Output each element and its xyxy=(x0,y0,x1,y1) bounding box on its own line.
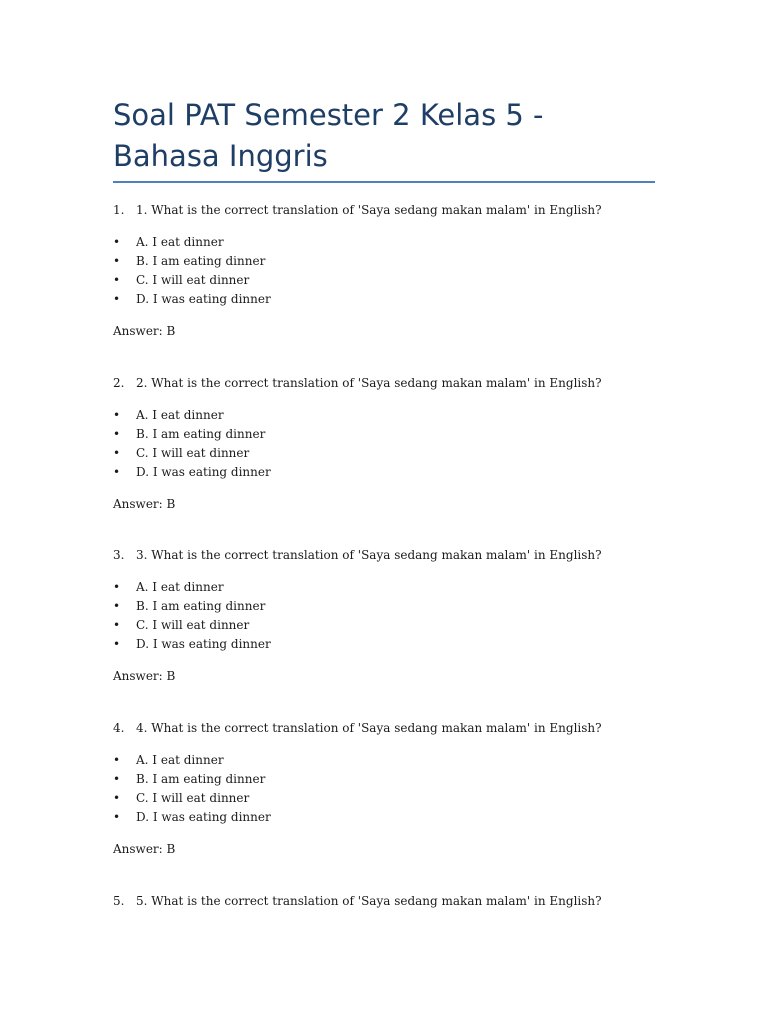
option-label: A. I eat dinner xyxy=(136,235,224,249)
option-item xyxy=(113,597,655,616)
option-label: C. I will eat dinner xyxy=(136,273,250,287)
option-label: A. I eat dinner xyxy=(136,580,224,594)
page-title: Soal PAT Semester 2 Kelas 5 - Bahasa Inggris xyxy=(113,95,655,183)
question-block xyxy=(113,546,655,683)
option-label: D. I was eating dinner xyxy=(136,637,271,651)
question-number: 4. xyxy=(113,721,125,735)
question-prompt: 5. What is the correct translation of 'Saya sedang makan malam' in English? xyxy=(136,894,602,908)
question-text xyxy=(113,719,655,738)
question-number: 1. xyxy=(113,203,125,217)
option-item xyxy=(113,751,655,770)
bullet-icon: • xyxy=(113,427,121,441)
option-item xyxy=(113,770,655,789)
bullet-icon: • xyxy=(113,580,121,594)
option-item xyxy=(113,635,655,654)
question-number: 2. xyxy=(113,376,125,390)
question-prompt: 2. What is the correct translation of 'Saya sedang makan malam' in English? xyxy=(136,376,602,390)
option-label: C. I will eat dinner xyxy=(136,446,250,460)
option-item xyxy=(113,271,655,290)
bullet-icon: • xyxy=(113,618,121,632)
bullet-icon: • xyxy=(113,254,121,268)
question-block xyxy=(113,374,655,511)
bullet-icon: • xyxy=(113,753,121,767)
answer-text: Answer: B xyxy=(113,669,176,683)
question-block xyxy=(113,719,655,856)
options-list xyxy=(113,578,655,654)
bullet-icon: • xyxy=(113,637,121,651)
option-label: B. I am eating dinner xyxy=(136,599,266,613)
option-item xyxy=(113,578,655,597)
options-list xyxy=(113,751,655,827)
option-label: D. I was eating dinner xyxy=(136,292,271,306)
option-label: D. I was eating dinner xyxy=(136,465,271,479)
question-text xyxy=(113,546,655,565)
document-page xyxy=(113,95,655,183)
bullet-icon: • xyxy=(113,235,121,249)
option-item xyxy=(113,789,655,808)
option-item xyxy=(113,252,655,271)
option-item xyxy=(113,290,655,309)
option-label: B. I am eating dinner xyxy=(136,427,266,441)
option-label: C. I will eat dinner xyxy=(136,791,250,805)
option-item xyxy=(113,425,655,444)
options-list xyxy=(113,233,655,309)
question-text xyxy=(113,892,655,911)
bullet-icon: • xyxy=(113,292,121,306)
bullet-icon: • xyxy=(113,810,121,824)
option-item xyxy=(113,616,655,635)
bullet-icon: • xyxy=(113,465,121,479)
bullet-icon: • xyxy=(113,599,121,613)
answer-text: Answer: B xyxy=(113,497,176,511)
option-label: A. I eat dinner xyxy=(136,408,224,422)
bullet-icon: • xyxy=(113,772,121,786)
option-item xyxy=(113,808,655,827)
option-item xyxy=(113,444,655,463)
question-block xyxy=(113,892,655,911)
option-label: A. I eat dinner xyxy=(136,753,224,767)
options-list xyxy=(113,406,655,482)
option-label: B. I am eating dinner xyxy=(136,254,266,268)
question-prompt: 4. What is the correct translation of 'Saya sedang makan malam' in English? xyxy=(136,721,602,735)
question-number: 5. xyxy=(113,894,125,908)
question-prompt: 1. What is the correct translation of 'Saya sedang makan malam' in English? xyxy=(136,203,602,217)
option-label: B. I am eating dinner xyxy=(136,772,266,786)
option-item xyxy=(113,233,655,252)
answer-text: Answer: B xyxy=(113,842,176,856)
bullet-icon: • xyxy=(113,408,121,422)
bullet-icon: • xyxy=(113,446,121,460)
option-label: C. I will eat dinner xyxy=(136,618,250,632)
question-text xyxy=(113,201,655,220)
question-prompt: 3. What is the correct translation of 'Saya sedang makan malam' in English? xyxy=(136,548,602,562)
option-item xyxy=(113,406,655,425)
bullet-icon: • xyxy=(113,791,121,805)
option-label: D. I was eating dinner xyxy=(136,810,271,824)
question-number: 3. xyxy=(113,548,125,562)
question-block xyxy=(113,201,655,338)
question-text xyxy=(113,374,655,393)
option-item xyxy=(113,463,655,482)
answer-text: Answer: B xyxy=(113,324,176,338)
bullet-icon: • xyxy=(113,273,121,287)
